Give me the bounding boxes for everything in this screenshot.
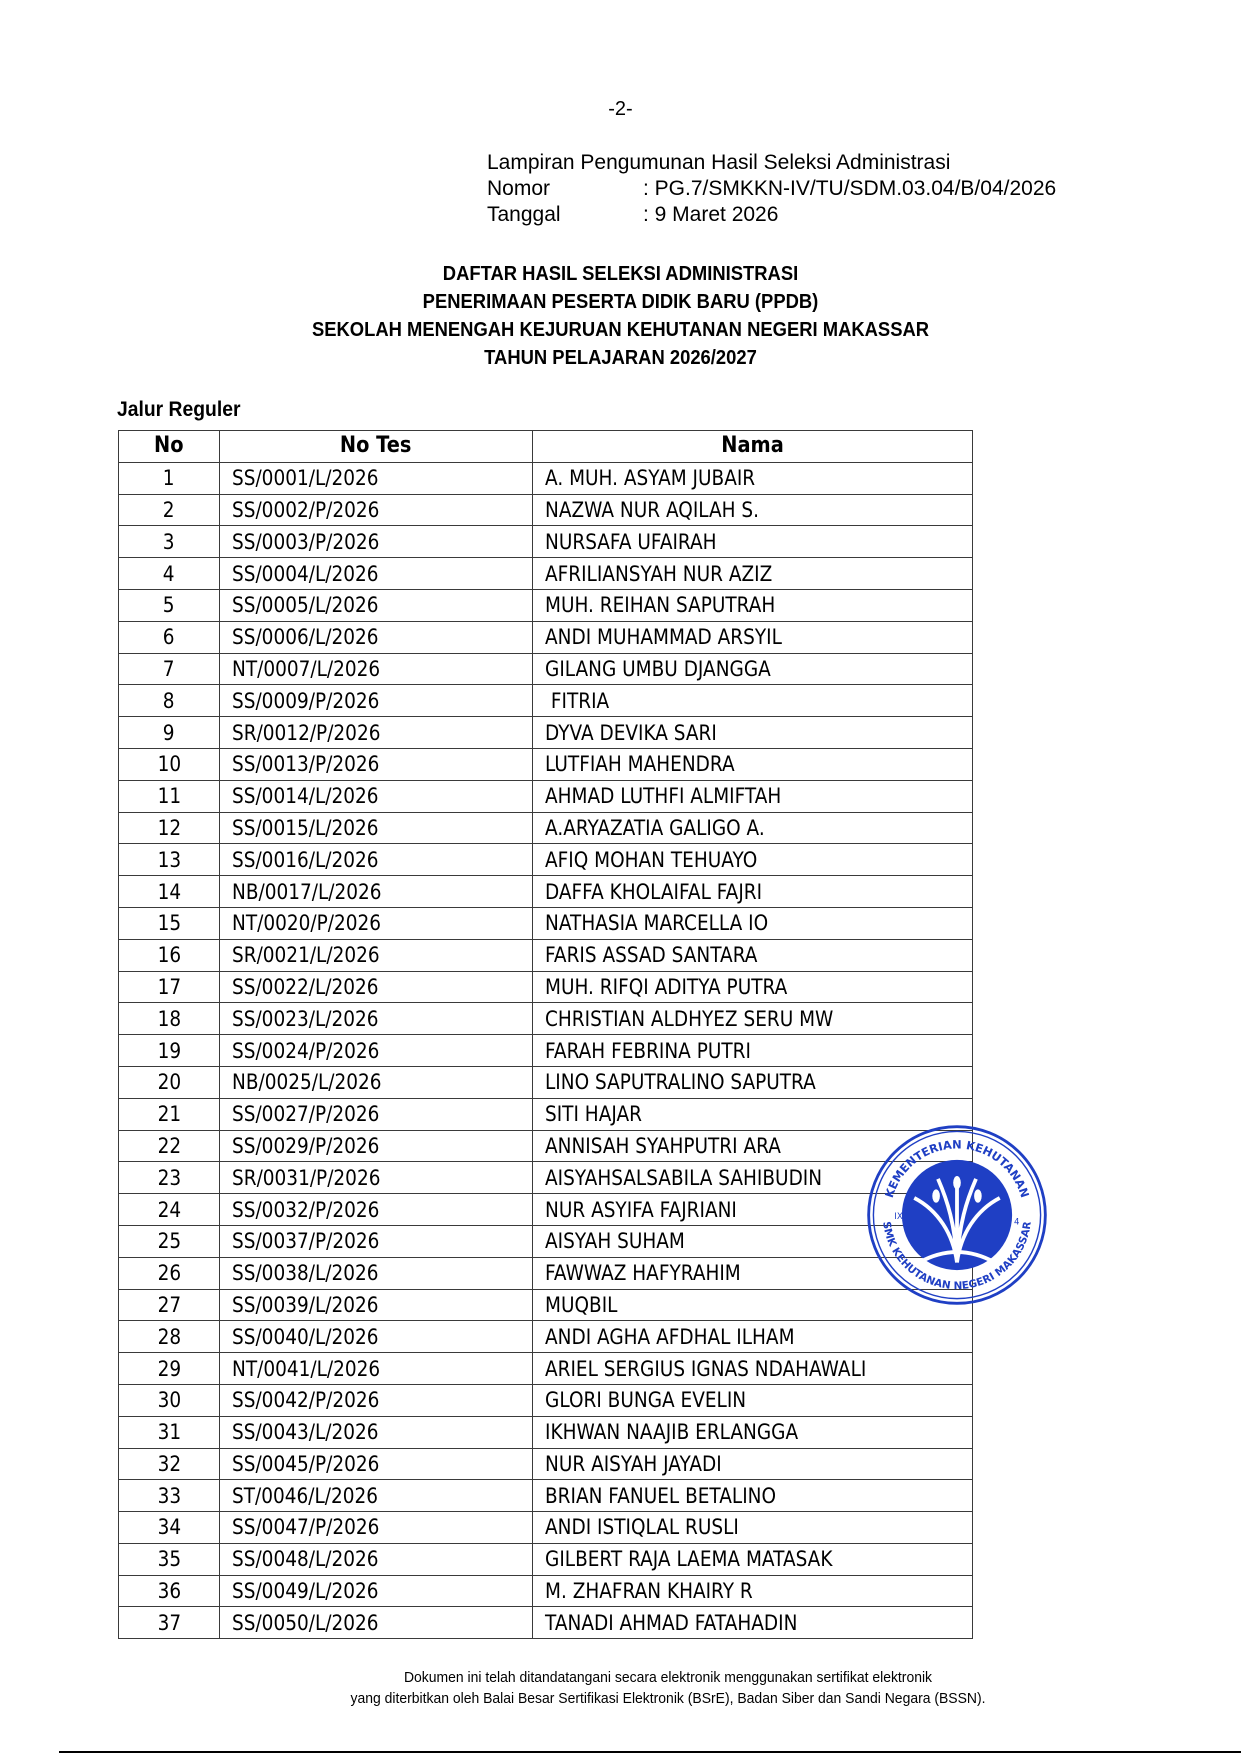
row-nama: DYVA DEVIKA SARI (545, 720, 717, 745)
row-nama: AFRILIANSYAH NUR AZIZ (545, 561, 773, 586)
table-row (119, 971, 973, 1003)
row-no-tes-cell (220, 1130, 533, 1162)
row-no-tes: SS/0039/L/2026 (232, 1292, 379, 1317)
row-nama-cell (533, 717, 973, 749)
row-nama: AISYAHSALSABILA SAHIBUDIN (545, 1165, 823, 1190)
title-line-4: TAHUN PELAJARAN 2026/2027 (484, 347, 757, 369)
row-no-tes-cell (220, 653, 533, 685)
row-nama: AISYAH SUHAM (545, 1229, 685, 1254)
table-row (119, 1448, 973, 1480)
title-line-1: DAFTAR HASIL SELEKSI ADMINISTRASI (442, 263, 799, 285)
row-no-tes: SS/0016/L/2026 (232, 847, 379, 872)
row-no: 36 (157, 1579, 181, 1604)
table-row (119, 494, 973, 526)
row-no-tes-cell (220, 1543, 533, 1575)
row-no-tes-cell (220, 748, 533, 780)
table-row (119, 1003, 973, 1035)
header-no-text: No (154, 433, 184, 459)
svg-text:IX: IX (894, 1211, 903, 1222)
row-no-tes-cell (220, 494, 533, 526)
row-no-cell (119, 653, 220, 685)
row-no-tes-cell (220, 907, 533, 939)
row-nama-cell (533, 748, 973, 780)
row-no-tes: SS/0027/P/2026 (232, 1102, 380, 1127)
row-no-cell (119, 1448, 220, 1480)
row-nama-cell (533, 812, 973, 844)
table-row (119, 717, 973, 749)
row-nama-cell (533, 876, 973, 908)
row-no-tes: SS/0042/P/2026 (232, 1388, 380, 1413)
row-no-tes: SS/0037/P/2026 (232, 1229, 380, 1254)
svg-text:SMK KEHUTANAN NEGERI MAKASSAR: SMK KEHUTANAN NEGERI MAKASSAR (880, 1220, 1034, 1293)
row-no: 24 (157, 1197, 181, 1222)
row-no-tes-cell (220, 589, 533, 621)
row-no: 30 (157, 1388, 181, 1413)
header-nama (533, 431, 973, 463)
row-no-tes-cell (220, 1607, 533, 1639)
row-nama-cell (533, 1066, 973, 1098)
row-no-cell (119, 589, 220, 621)
row-nama-cell (533, 1448, 973, 1480)
row-nama-cell (533, 780, 973, 812)
row-no-cell (119, 621, 220, 653)
table-row (119, 1480, 973, 1512)
row-no-tes: SS/0001/L/2026 (232, 466, 379, 491)
table-row (119, 1162, 973, 1194)
footer-line-2: yang diterbitkan oleh Balai Besar Sertifikasi Elektronik (BSrE), Badan Siber dan Sandi Negara (BSSN). (350, 1690, 986, 1707)
row-no-cell (119, 1321, 220, 1353)
row-nama-cell (533, 1416, 973, 1448)
row-nama: AFIQ MOHAN TEHUAYO (545, 847, 758, 872)
row-no-cell (119, 812, 220, 844)
row-no-tes-cell (220, 1480, 533, 1512)
row-nama: GLORI BUNGA EVELIN (545, 1388, 747, 1413)
table-row (119, 1321, 973, 1353)
row-no: 3 (163, 529, 175, 554)
header-nama-text: Nama (721, 433, 784, 459)
row-no: 11 (157, 784, 181, 809)
row-nama: GILANG UMBU DJANGGA (545, 656, 771, 681)
row-no-cell (119, 1607, 220, 1639)
row-no-cell (119, 1575, 220, 1607)
row-no-tes: SS/0022/L/2026 (232, 974, 379, 999)
row-no-cell (119, 558, 220, 590)
row-nama: A.ARYAZATIA GALIGO A. (545, 815, 765, 840)
table-row (119, 844, 973, 876)
row-nama: MUQBIL (545, 1292, 618, 1317)
row-no-tes-cell (220, 844, 533, 876)
row-nama-cell (533, 1480, 973, 1512)
table-header-row (119, 431, 973, 463)
row-no-tes-cell (220, 1384, 533, 1416)
row-no-cell (119, 1289, 220, 1321)
row-no-tes: NT/0041/L/2026 (232, 1356, 381, 1381)
row-no-tes-cell (220, 1575, 533, 1607)
row-no-cell (119, 971, 220, 1003)
row-no-tes-cell (220, 1194, 533, 1226)
row-nama: CHRISTIAN ALDHYEZ SERU MW (545, 1006, 834, 1031)
row-nama: NUR AISYAH JAYADI (545, 1451, 722, 1476)
row-no-cell (119, 1035, 220, 1067)
row-no: 19 (157, 1038, 181, 1063)
row-no-cell (119, 844, 220, 876)
row-no-tes-cell (220, 1512, 533, 1544)
tanggal-label: Tanggal (487, 203, 561, 226)
row-no: 8 (163, 688, 175, 713)
e-signature-note (0, 1667, 1241, 1709)
row-nama: FAWWAZ HAFYRAHIM (545, 1261, 741, 1286)
row-no-tes: SS/0005/L/2026 (232, 593, 379, 618)
row-no: 9 (163, 720, 175, 745)
table-row (119, 621, 973, 653)
row-no: 15 (157, 911, 181, 936)
row-no: 20 (157, 1070, 181, 1095)
nomor-label: Nomor (487, 177, 551, 200)
row-nama-cell (533, 1384, 973, 1416)
row-no-cell (119, 1257, 220, 1289)
row-no-tes-cell (220, 462, 533, 494)
table-row (119, 653, 973, 685)
table-row (119, 1607, 973, 1639)
row-no-cell (119, 1353, 220, 1385)
row-nama: MUH. REIHAN SAPUTRAH (545, 593, 776, 618)
row-no-cell (119, 1384, 220, 1416)
row-nama: NURSAFA UFAIRAH (545, 529, 717, 554)
row-nama-cell (533, 1321, 973, 1353)
row-no-tes: SS/0045/P/2026 (232, 1451, 380, 1476)
row-no-cell (119, 1512, 220, 1544)
row-no: 21 (157, 1102, 181, 1127)
row-no-tes: SS/0047/P/2026 (232, 1515, 380, 1540)
page-number-text: -2- (608, 98, 633, 120)
row-no-tes-cell (220, 1448, 533, 1480)
row-no-cell (119, 1416, 220, 1448)
svg-text:KEMENTERIAN KEHUTANAN: KEMENTERIAN KEHUTANAN (881, 1137, 1033, 1200)
header-no-tes (220, 431, 533, 463)
table-row (119, 812, 973, 844)
row-no-cell (119, 494, 220, 526)
row-no: 26 (157, 1261, 181, 1286)
row-no-tes-cell (220, 1257, 533, 1289)
row-no-cell (119, 1194, 220, 1226)
row-nama: MUH. RIFQI ADITYA PUTRA (545, 974, 788, 999)
row-nama-cell (533, 1575, 973, 1607)
row-no-tes-cell (220, 1098, 533, 1130)
row-no-cell (119, 748, 220, 780)
title-line-2: PENERIMAAN PESERTA DIDIK BARU (PPDB) (422, 291, 819, 313)
row-no-tes: SS/0013/P/2026 (232, 752, 380, 777)
row-no: 5 (163, 593, 175, 618)
row-nama-cell (533, 589, 973, 621)
row-no: 16 (157, 943, 181, 968)
row-no-cell (119, 1480, 220, 1512)
row-nama-cell (533, 939, 973, 971)
svg-text:4: 4 (1014, 1217, 1020, 1228)
footer-divider (59, 1751, 1241, 1753)
row-no-cell (119, 462, 220, 494)
nomor-value: : PG.7/SMKKN-IV/TU/SDM.03.04/B/04/2026 (643, 177, 1057, 200)
row-nama-cell (533, 1353, 973, 1385)
row-no: 37 (157, 1610, 181, 1635)
row-nama: ANDI MUHAMMAD ARSYIL (545, 625, 782, 650)
row-no: 25 (157, 1229, 181, 1254)
row-no-tes: NT/0007/L/2026 (232, 656, 381, 681)
table-row (119, 907, 973, 939)
row-no-tes-cell (220, 1003, 533, 1035)
table-row (119, 1575, 973, 1607)
row-no-tes: SS/0014/L/2026 (232, 784, 379, 809)
row-nama: M. ZHAFRAN KHAIRY R (545, 1579, 753, 1604)
row-no-tes-cell (220, 558, 533, 590)
table-row (119, 526, 973, 558)
row-no: 6 (163, 625, 175, 650)
row-no-cell (119, 1098, 220, 1130)
row-no: 13 (157, 847, 181, 872)
row-no: 22 (157, 1133, 181, 1158)
row-no-tes-cell (220, 1289, 533, 1321)
table-row (119, 589, 973, 621)
results-table (118, 430, 973, 1639)
school-stamp-icon (862, 1120, 1052, 1310)
row-nama-cell (533, 1607, 973, 1639)
table-row (119, 1543, 973, 1575)
row-no-tes: SS/0003/P/2026 (232, 529, 380, 554)
tanggal-row (487, 202, 1056, 228)
row-no-tes-cell (220, 1162, 533, 1194)
row-no-cell (119, 717, 220, 749)
row-no-tes: SS/0002/P/2026 (232, 497, 380, 522)
row-no: 18 (157, 1006, 181, 1031)
row-no: 31 (157, 1420, 181, 1445)
row-no-cell (119, 780, 220, 812)
lampiran-block (487, 150, 1056, 228)
row-no: 12 (157, 815, 181, 840)
row-no: 28 (157, 1324, 181, 1349)
row-nama-cell (533, 462, 973, 494)
row-nama-cell (533, 558, 973, 590)
row-no-tes-cell (220, 621, 533, 653)
row-no: 17 (157, 974, 181, 999)
row-nama: A. MUH. ASYAM JUBAIR (545, 466, 756, 491)
row-nama: ANNISAH SYAHPUTRI ARA (545, 1133, 781, 1158)
row-nama: NATHASIA MARCELLA IO (545, 911, 769, 936)
table-row (119, 462, 973, 494)
row-no-cell (119, 1066, 220, 1098)
row-no-tes: SR/0021/L/2026 (232, 943, 380, 968)
row-no-tes-cell (220, 1353, 533, 1385)
row-no: 1 (163, 466, 175, 491)
footer-line-1: Dokumen ini telah ditandatangani secara elektronik menggunakan sertifikat elektronik (403, 1669, 933, 1686)
row-no-tes: SS/0015/L/2026 (232, 815, 379, 840)
row-nama-cell (533, 971, 973, 1003)
header-no (119, 431, 220, 463)
row-no: 10 (157, 752, 181, 777)
row-no-tes: ST/0046/L/2026 (232, 1483, 379, 1508)
table-row (119, 685, 973, 717)
row-nama: ANDI ISTIQLAL RUSLI (545, 1515, 739, 1540)
table-row (119, 558, 973, 590)
row-no: 2 (163, 497, 175, 522)
row-nama: FARIS ASSAD SANTARA (545, 943, 758, 968)
row-nama-cell (533, 621, 973, 653)
row-nama-cell (533, 653, 973, 685)
row-nama: ANDI AGHA AFDHAL ILHAM (545, 1324, 795, 1349)
tanggal-value: : 9 Maret 2026 (643, 203, 779, 226)
row-no-cell (119, 1003, 220, 1035)
table-row (119, 1289, 973, 1321)
row-nama-cell (533, 1543, 973, 1575)
table-body (119, 462, 973, 1638)
row-no-tes-cell (220, 717, 533, 749)
row-no-cell (119, 1162, 220, 1194)
nomor-row (487, 176, 1056, 202)
row-nama: IKHWAN NAAJIB ERLANGGA (545, 1420, 799, 1445)
row-no-tes: SS/0024/P/2026 (232, 1038, 380, 1063)
row-no-tes-cell (220, 939, 533, 971)
row-no-tes: SR/0031/P/2026 (232, 1165, 381, 1190)
table-row (119, 1384, 973, 1416)
table-row (119, 1194, 973, 1226)
table-row (119, 1035, 973, 1067)
row-no-tes: SS/0006/L/2026 (232, 625, 379, 650)
row-no: 34 (157, 1515, 181, 1540)
row-nama: LINO SAPUTRALINO SAPUTRA (545, 1070, 816, 1095)
row-no: 7 (163, 656, 175, 681)
row-no-tes: SS/0048/L/2026 (232, 1547, 379, 1572)
row-nama: ARIEL SERGIUS IGNAS NDAHAWALI (545, 1356, 867, 1381)
table-row (119, 1257, 973, 1289)
row-no-tes: SS/0032/P/2026 (232, 1197, 380, 1222)
row-no-tes-cell (220, 780, 533, 812)
row-nama-cell (533, 844, 973, 876)
row-no-tes: SS/0004/L/2026 (232, 561, 379, 586)
row-no-tes-cell (220, 1321, 533, 1353)
row-nama: NAZWA NUR AQILAH S. (545, 497, 760, 522)
table-row (119, 748, 973, 780)
row-nama-cell (533, 526, 973, 558)
row-no-tes: SS/0049/L/2026 (232, 1579, 379, 1604)
row-no-cell (119, 876, 220, 908)
row-nama-cell (533, 1035, 973, 1067)
row-no-tes: NB/0017/L/2026 (232, 879, 382, 904)
row-no: 14 (157, 879, 181, 904)
row-no-cell (119, 1225, 220, 1257)
row-nama-cell (533, 1003, 973, 1035)
row-nama: NUR ASYIFA FAJRIANI (545, 1197, 737, 1222)
row-no-tes-cell (220, 876, 533, 908)
row-no-tes-cell (220, 685, 533, 717)
row-nama-cell (533, 685, 973, 717)
row-no-cell (119, 907, 220, 939)
row-no-tes-cell (220, 1225, 533, 1257)
row-no-tes-cell (220, 1066, 533, 1098)
row-no-cell (119, 1130, 220, 1162)
row-no: 32 (157, 1451, 181, 1476)
row-no-tes-cell (220, 1035, 533, 1067)
row-nama-cell (533, 1512, 973, 1544)
row-no-tes: SS/0023/L/2026 (232, 1006, 379, 1031)
row-nama: BRIAN FANUEL BETALINO (545, 1483, 777, 1508)
row-no-tes: NB/0025/L/2026 (232, 1070, 382, 1095)
table-row (119, 1098, 973, 1130)
row-no-tes: SR/0012/P/2026 (232, 720, 381, 745)
row-no-tes: SS/0009/P/2026 (232, 688, 380, 713)
row-nama: AHMAD LUTHFI ALMIFTAH (545, 784, 782, 809)
table-row (119, 1512, 973, 1544)
header-no-tes-text: No Tes (340, 433, 412, 459)
row-no-cell (119, 685, 220, 717)
table-row (119, 1130, 973, 1162)
row-no: 27 (157, 1292, 181, 1317)
row-no: 4 (163, 561, 175, 586)
row-nama-cell (533, 907, 973, 939)
table-row (119, 780, 973, 812)
table-row (119, 876, 973, 908)
table-row (119, 1225, 973, 1257)
row-no-tes-cell (220, 812, 533, 844)
row-no: 23 (157, 1165, 181, 1190)
row-no-cell (119, 1543, 220, 1575)
page-number (0, 98, 1241, 121)
row-no-tes-cell (220, 526, 533, 558)
row-no-tes: NT/0020/P/2026 (232, 911, 381, 936)
table-row (119, 1066, 973, 1098)
section-label: Jalur Reguler (117, 398, 241, 421)
row-no-cell (119, 526, 220, 558)
row-nama: GILBERT RAJA LAEMA MATASAK (545, 1547, 833, 1572)
row-no-tes: SS/0038/L/2026 (232, 1261, 379, 1286)
row-no-tes: SS/0040/L/2026 (232, 1324, 379, 1349)
row-no-tes-cell (220, 971, 533, 1003)
row-no: 33 (157, 1483, 181, 1508)
row-no-tes: SS/0029/P/2026 (232, 1133, 380, 1158)
table-row (119, 939, 973, 971)
table-row (119, 1416, 973, 1448)
row-nama: DAFFA KHOLAIFAL FAJRI (545, 879, 763, 904)
row-no: 35 (157, 1547, 181, 1572)
row-nama: SITI HAJAR (545, 1102, 642, 1127)
row-no: 29 (157, 1356, 181, 1381)
table-row (119, 1353, 973, 1385)
row-no-tes: SS/0043/L/2026 (232, 1420, 379, 1445)
row-nama: FARAH FEBRINA PUTRI (545, 1038, 751, 1063)
row-nama: FITRIA (545, 688, 610, 713)
title-line-3: SEKOLAH MENENGAH KEJURUAN KEHUTANAN NEGERI MAKASSAR (311, 319, 930, 341)
lampiran-heading: Lampiran Pengumunan Hasil Seleksi Administrasi (487, 151, 951, 174)
document-title (0, 260, 1241, 372)
row-nama: TANADI AHMAD FATAHADIN (545, 1610, 798, 1635)
row-no-tes: SS/0050/L/2026 (232, 1610, 379, 1635)
row-nama: LUTFIAH MAHENDRA (545, 752, 735, 777)
row-nama-cell (533, 494, 973, 526)
row-no-cell (119, 939, 220, 971)
row-no-tes-cell (220, 1416, 533, 1448)
